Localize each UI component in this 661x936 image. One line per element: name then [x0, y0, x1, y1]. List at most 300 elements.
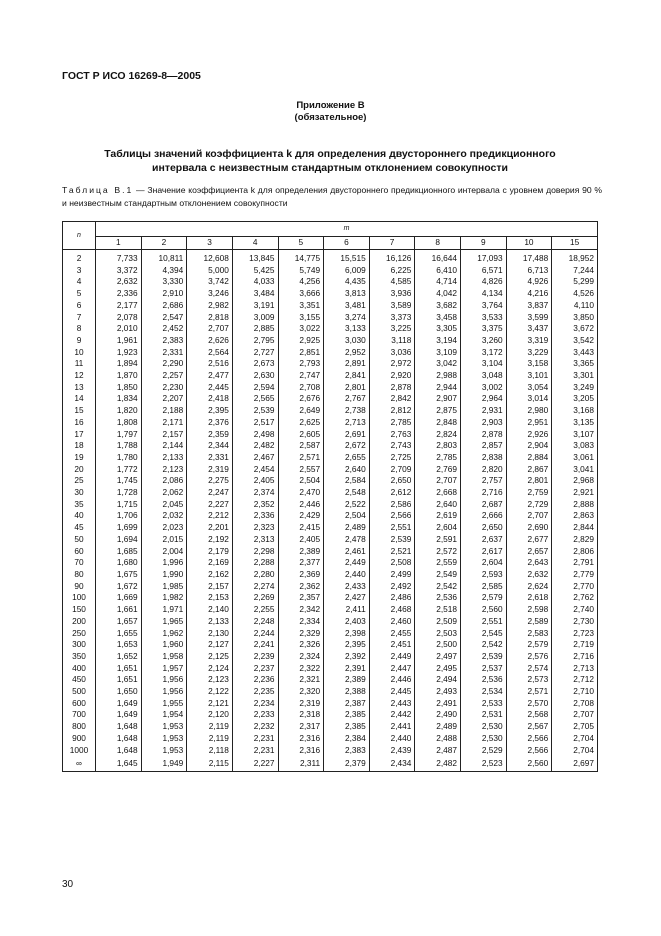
row-n-cell: 800 — [63, 721, 96, 733]
table-cell: 2,952 — [324, 347, 370, 359]
table-cell: 2,848 — [415, 417, 461, 429]
table-row — [63, 663, 598, 675]
table-cell: 2,086 — [141, 475, 187, 487]
table-cell: 1,797 — [96, 429, 142, 441]
table-cell: 2,452 — [141, 323, 187, 335]
table-cell: 2,591 — [415, 534, 461, 546]
table-cell: 2,389 — [278, 546, 324, 558]
table-cell: 2,331 — [187, 452, 233, 464]
table-cell: 2,288 — [232, 557, 278, 569]
row-n-cell: 90 — [63, 581, 96, 593]
table-cell: 1,649 — [96, 698, 142, 710]
table-cell: 2,539 — [232, 405, 278, 417]
table-cell: 2,530 — [461, 721, 507, 733]
table-cell: 2,551 — [461, 616, 507, 628]
table-cell: 1,650 — [96, 686, 142, 698]
table-cell: 4,134 — [461, 288, 507, 300]
table-row — [63, 592, 598, 604]
table-cell: 2,719 — [552, 639, 598, 651]
table-cell: 2,133 — [187, 616, 233, 628]
table-cell: 1,694 — [96, 534, 142, 546]
table-cell: 2,536 — [461, 674, 507, 686]
row-n-cell: 16 — [63, 417, 96, 429]
table-cell: 2,269 — [232, 592, 278, 604]
table-cell: 2,227 — [232, 756, 278, 772]
table-cell: 2,716 — [552, 651, 598, 663]
section-title-line-1: Таблицы значений коэффициента k для определения двустороннего предикционного — [104, 148, 556, 160]
table-cell: 2,499 — [369, 569, 415, 581]
table-cell: 2,767 — [324, 393, 370, 405]
table-cell: 1,894 — [96, 358, 142, 370]
table-row — [63, 405, 598, 417]
table-cell: 2,352 — [232, 499, 278, 511]
table-cell: 2,411 — [324, 604, 370, 616]
table-cell: 2,255 — [232, 604, 278, 616]
table-cell: 1,780 — [96, 452, 142, 464]
table-cell: 3,036 — [369, 347, 415, 359]
table-cell: 2,405 — [232, 475, 278, 487]
table-cell: 2,650 — [461, 522, 507, 534]
table-cell: 16,126 — [369, 250, 415, 265]
table-cell: 3,054 — [506, 382, 552, 394]
table-cell: 2,762 — [552, 592, 598, 604]
row-n-cell: 70 — [63, 557, 96, 569]
table-cell: 2,403 — [324, 616, 370, 628]
table-cell: 2,617 — [461, 546, 507, 558]
table-cell: 2,503 — [415, 628, 461, 640]
table-cell: 2,925 — [278, 335, 324, 347]
table-cell: 3,305 — [415, 323, 461, 335]
table-cell: 3,484 — [232, 288, 278, 300]
table-cell: 2,980 — [506, 405, 552, 417]
table-cell: 2,968 — [552, 475, 598, 487]
table-cell: 2,785 — [369, 417, 415, 429]
table-cell: 2,383 — [141, 335, 187, 347]
table-cell: 2,316 — [278, 733, 324, 745]
table-cell: 2,415 — [278, 522, 324, 534]
table-cell: 2,829 — [552, 534, 598, 546]
table-row — [63, 557, 598, 569]
table-row — [63, 628, 598, 640]
column-header: 9 — [461, 237, 507, 250]
table-row — [63, 276, 598, 288]
table-cell: 2,729 — [506, 499, 552, 511]
table-cell: 2,236 — [232, 674, 278, 686]
table-cell: 2,231 — [232, 745, 278, 757]
table-cell: 3,599 — [506, 312, 552, 324]
table-cell: 2,482 — [415, 756, 461, 772]
table-cell: 2,140 — [187, 604, 233, 616]
table-cell: 2,587 — [278, 440, 324, 452]
table-cell: 2,707 — [415, 475, 461, 487]
table-cell: 2,793 — [278, 358, 324, 370]
table-cell: 1,648 — [96, 745, 142, 757]
section-title-line-2: интервала с неизвестным стандартным отклонением совокупности — [152, 162, 508, 174]
table-cell: 2,727 — [232, 347, 278, 359]
column-header: 3 — [187, 237, 233, 250]
column-header: 5 — [278, 237, 324, 250]
table-cell: 2,468 — [369, 604, 415, 616]
table-cell: 2,233 — [232, 709, 278, 721]
table-cell: 1,699 — [96, 522, 142, 534]
table-row — [63, 522, 598, 534]
table-cell: 2,392 — [324, 651, 370, 663]
table-cell: 2,801 — [506, 475, 552, 487]
table-cell: 2,673 — [232, 358, 278, 370]
table-cell: 2,323 — [232, 522, 278, 534]
column-header: 4 — [232, 237, 278, 250]
table-row — [63, 312, 598, 324]
table-cell: 2,657 — [506, 546, 552, 558]
table-cell: 2,637 — [461, 534, 507, 546]
table-cell: 2,383 — [324, 745, 370, 757]
table-cell: 2,241 — [232, 639, 278, 651]
table-cell: 2,838 — [461, 452, 507, 464]
table-cell: 2,572 — [415, 546, 461, 558]
table-cell: 1,788 — [96, 440, 142, 452]
table-cell: 2,201 — [187, 522, 233, 534]
row-n-cell: 350 — [63, 651, 96, 663]
table-cell: 2,231 — [232, 733, 278, 745]
table-row — [63, 358, 598, 370]
table-cell: 1,953 — [141, 733, 187, 745]
table-cell: 4,926 — [506, 276, 552, 288]
row-n-cell: 14 — [63, 393, 96, 405]
table-row — [63, 464, 598, 476]
table-caption-prefix: Таблица В.1 — [62, 185, 134, 195]
table-cell: 2,342 — [278, 604, 324, 616]
table-cell: 3,041 — [552, 464, 598, 476]
table-cell: 4,216 — [506, 288, 552, 300]
table-cell: 3,172 — [461, 347, 507, 359]
table-cell: 2,769 — [415, 464, 461, 476]
table-cell: 2,446 — [369, 674, 415, 686]
table-cell: 2,508 — [369, 557, 415, 569]
table-cell: 2,207 — [141, 393, 187, 405]
table-cell: 2,478 — [324, 534, 370, 546]
table-cell: 2,487 — [415, 745, 461, 757]
table-cell: 1,953 — [141, 721, 187, 733]
table-cell: 2,907 — [415, 393, 461, 405]
table-cell: 2,391 — [324, 663, 370, 675]
table-cell: 2,903 — [461, 417, 507, 429]
table-cell: 2,188 — [141, 405, 187, 417]
table-cell: 2,567 — [506, 721, 552, 733]
table-cell: 3,194 — [415, 335, 461, 347]
table-cell: 4,256 — [278, 276, 324, 288]
table-cell: 2,443 — [369, 698, 415, 710]
table-cell: 3,225 — [369, 323, 415, 335]
table-cell: 2,586 — [369, 499, 415, 511]
table-cell: 2,490 — [415, 709, 461, 721]
table-cell: 2,123 — [141, 464, 187, 476]
row-n-cell: 700 — [63, 709, 96, 721]
table-cell: 2,482 — [232, 440, 278, 452]
table-cell: 1,955 — [141, 698, 187, 710]
table-cell: 2,944 — [415, 382, 461, 394]
table-cell: 2,488 — [415, 733, 461, 745]
table-cell: 2,015 — [141, 534, 187, 546]
table-cell: 2,247 — [187, 487, 233, 499]
table-cell: 2,445 — [187, 382, 233, 394]
table-cell: 2,867 — [506, 464, 552, 476]
table-cell: 1,675 — [96, 569, 142, 581]
table-cell: 1,655 — [96, 628, 142, 640]
table-cell: 2,605 — [278, 429, 324, 441]
table-cell: 2,440 — [369, 733, 415, 745]
table-row — [63, 250, 598, 265]
table-cell: 2,593 — [461, 569, 507, 581]
section-title — [80, 147, 580, 175]
table-cell: 2,290 — [141, 358, 187, 370]
table-cell: 2,504 — [278, 475, 324, 487]
row-n-cell: 19 — [63, 452, 96, 464]
table-cell: 2,632 — [96, 276, 142, 288]
table-cell: 2,023 — [141, 522, 187, 534]
table-row — [63, 487, 598, 499]
table-cell: 2,570 — [506, 698, 552, 710]
table-caption — [62, 184, 602, 210]
row-n-cell: 500 — [63, 686, 96, 698]
table-cell: 2,004 — [141, 546, 187, 558]
table-cell: 10,811 — [141, 250, 187, 265]
table-cell: 3,022 — [278, 323, 324, 335]
table-cell: 2,336 — [232, 510, 278, 522]
table-row — [63, 417, 598, 429]
table-cell: 2,461 — [324, 546, 370, 558]
table-cell: 2,500 — [415, 639, 461, 651]
table-cell: 1,649 — [96, 709, 142, 721]
table-cell: 2,153 — [187, 592, 233, 604]
table-cell: 2,594 — [232, 382, 278, 394]
table-cell: 3,372 — [96, 265, 142, 277]
row-n-cell: 40 — [63, 510, 96, 522]
table-cell: 2,127 — [187, 639, 233, 651]
table-cell: 2,045 — [141, 499, 187, 511]
table-cell: 1,954 — [141, 709, 187, 721]
table-row — [63, 452, 598, 464]
table-cell: 3,014 — [506, 393, 552, 405]
table-cell: 2,545 — [461, 628, 507, 640]
table-cell: 2,316 — [278, 745, 324, 757]
table-body — [63, 250, 598, 772]
table-cell: 3,351 — [278, 300, 324, 312]
table-cell: 3,437 — [506, 323, 552, 335]
table-cell: 1,715 — [96, 499, 142, 511]
table-cell: 3,168 — [552, 405, 598, 417]
column-header: 1 — [96, 237, 142, 250]
table-cell: 2,713 — [552, 663, 598, 675]
table-cell: 2,625 — [278, 417, 324, 429]
row-n-cell: 13 — [63, 382, 96, 394]
table-cell: 2,494 — [415, 674, 461, 686]
table-cell: 1,728 — [96, 487, 142, 499]
table-cell: 2,326 — [278, 639, 324, 651]
table-cell: 2,576 — [506, 651, 552, 663]
table-cell: 3,158 — [506, 358, 552, 370]
table-cell: 2,560 — [461, 604, 507, 616]
table-cell: 2,318 — [278, 709, 324, 721]
table-cell: 2,716 — [461, 487, 507, 499]
table-cell: 3,373 — [369, 312, 415, 324]
row-n-cell: 25 — [63, 475, 96, 487]
row-n-cell: 18 — [63, 440, 96, 452]
table-cell: 2,542 — [461, 639, 507, 651]
table-row — [63, 616, 598, 628]
table-cell: 2,446 — [278, 499, 324, 511]
table-cell: 3,330 — [141, 276, 187, 288]
table-cell: 2,171 — [141, 417, 187, 429]
table-row — [63, 300, 598, 312]
table-cell: 2,747 — [278, 370, 324, 382]
table-cell: 1,834 — [96, 393, 142, 405]
table-cell: 2,537 — [461, 663, 507, 675]
table-cell: 4,714 — [415, 276, 461, 288]
table-cell: 2,725 — [369, 452, 415, 464]
column-header: 15 — [552, 237, 598, 250]
table-cell: 2,130 — [187, 628, 233, 640]
table-cell: 2,851 — [278, 347, 324, 359]
row-n-cell: 6 — [63, 300, 96, 312]
table-cell: 2,274 — [232, 581, 278, 593]
table-cell: 2,624 — [506, 581, 552, 593]
table-cell: 3,249 — [552, 382, 598, 394]
table-cell: 1,648 — [96, 721, 142, 733]
table-cell: 2,806 — [552, 546, 598, 558]
table-cell: 2,467 — [232, 452, 278, 464]
table-cell: 2,707 — [552, 709, 598, 721]
row-n-cell: 5 — [63, 288, 96, 300]
table-row — [63, 370, 598, 382]
table-caption-text: — Значение коэффициента k для определения двустороннего предикционного интервала с уровнем доверия 90 % и неизвестным стандартным отклонением совокупности — [62, 185, 603, 208]
table-cell: 2,842 — [369, 393, 415, 405]
table-cell: 2,723 — [552, 628, 598, 640]
row-n-cell: 250 — [63, 628, 96, 640]
table-cell: 2,666 — [461, 510, 507, 522]
table-cell: 2,320 — [278, 686, 324, 698]
table-cell: 1,653 — [96, 639, 142, 651]
table-cell: 3,936 — [369, 288, 415, 300]
table-cell: 2,740 — [552, 604, 598, 616]
table-cell: 2,489 — [324, 522, 370, 534]
table-cell: 2,885 — [232, 323, 278, 335]
table-cell: 1,645 — [96, 756, 142, 772]
table-cell: 2,237 — [232, 663, 278, 675]
table-cell: 3,260 — [461, 335, 507, 347]
table-cell: 3,155 — [278, 312, 324, 324]
row-n-cell: 20 — [63, 464, 96, 476]
table-cell: 2,539 — [461, 651, 507, 663]
table-cell: 1,745 — [96, 475, 142, 487]
table-cell: 3,083 — [552, 440, 598, 452]
table-cell: 2,697 — [552, 756, 598, 772]
table-cell: 1,962 — [141, 628, 187, 640]
table-cell: 2,801 — [324, 382, 370, 394]
table-row — [63, 347, 598, 359]
table-cell: 3,042 — [415, 358, 461, 370]
table-cell: 3,672 — [552, 323, 598, 335]
table-cell: 3,764 — [461, 300, 507, 312]
table-cell: 2,640 — [324, 464, 370, 476]
table-cell: 3,048 — [461, 370, 507, 382]
table-cell: 2,212 — [187, 510, 233, 522]
table-cell: 4,526 — [552, 288, 598, 300]
table-row — [63, 604, 598, 616]
row-n-cell: 200 — [63, 616, 96, 628]
table-cell: 1,669 — [96, 592, 142, 604]
table-cell: 2,604 — [415, 522, 461, 534]
table-cell: 2,311 — [278, 756, 324, 772]
table-cell: 1,996 — [141, 557, 187, 569]
table-cell: 2,891 — [324, 358, 370, 370]
table-cell: 2,334 — [278, 616, 324, 628]
table-cell: 2,534 — [461, 686, 507, 698]
table-cell: 2,369 — [278, 569, 324, 581]
table-cell: 2,770 — [552, 581, 598, 593]
table-cell: 2,493 — [415, 686, 461, 698]
table-cell: 2,235 — [232, 686, 278, 698]
table-cell: 1,820 — [96, 405, 142, 417]
table-cell: 3,682 — [415, 300, 461, 312]
table-row — [63, 475, 598, 487]
table-cell: 2,757 — [461, 475, 507, 487]
table-cell: 2,275 — [187, 475, 233, 487]
table-cell: 2,521 — [369, 546, 415, 558]
row-n-cell: 10 — [63, 347, 96, 359]
table-cell: 3,443 — [552, 347, 598, 359]
table-cell: 2,232 — [232, 721, 278, 733]
table-cell: 1,680 — [96, 557, 142, 569]
table-cell: 1,657 — [96, 616, 142, 628]
table-cell: 2,812 — [369, 405, 415, 417]
table-cell: 2,583 — [506, 628, 552, 640]
table-cell: 2,405 — [278, 534, 324, 546]
table-cell: 2,951 — [506, 417, 552, 429]
table-cell: 2,566 — [369, 510, 415, 522]
table-cell: 3,191 — [232, 300, 278, 312]
table-cell: 2,988 — [415, 370, 461, 382]
table-cell: 2,818 — [187, 312, 233, 324]
table-cell: 2,239 — [232, 651, 278, 663]
table-cell: 2,157 — [187, 581, 233, 593]
table-cell: 2,539 — [369, 534, 415, 546]
table-cell: 2,704 — [552, 745, 598, 757]
table-cell: 2,548 — [324, 487, 370, 499]
table-cell: 2,589 — [506, 616, 552, 628]
table-cell: 3,458 — [415, 312, 461, 324]
appendix-status: (обязательное) — [294, 112, 367, 123]
table-cell: 2,579 — [461, 592, 507, 604]
table-cell: 2,964 — [461, 393, 507, 405]
table-cell: 2,257 — [141, 370, 187, 382]
table-cell: 5,749 — [278, 265, 324, 277]
table-cell: 3,365 — [552, 358, 598, 370]
row-n-cell: 12 — [63, 370, 96, 382]
table-cell: 2,875 — [415, 405, 461, 417]
table-row — [63, 721, 598, 733]
table-cell: 2,244 — [232, 628, 278, 640]
table-cell: 2,584 — [324, 475, 370, 487]
table-cell: 1,990 — [141, 569, 187, 581]
table-row — [63, 674, 598, 686]
table-cell: 2,362 — [278, 581, 324, 593]
table-cell: 1,850 — [96, 382, 142, 394]
table-cell: 5,425 — [232, 265, 278, 277]
table-cell: 2,477 — [187, 370, 233, 382]
table-cell: 2,618 — [506, 592, 552, 604]
row-n-cell: 17 — [63, 429, 96, 441]
table-cell: 3,742 — [187, 276, 233, 288]
